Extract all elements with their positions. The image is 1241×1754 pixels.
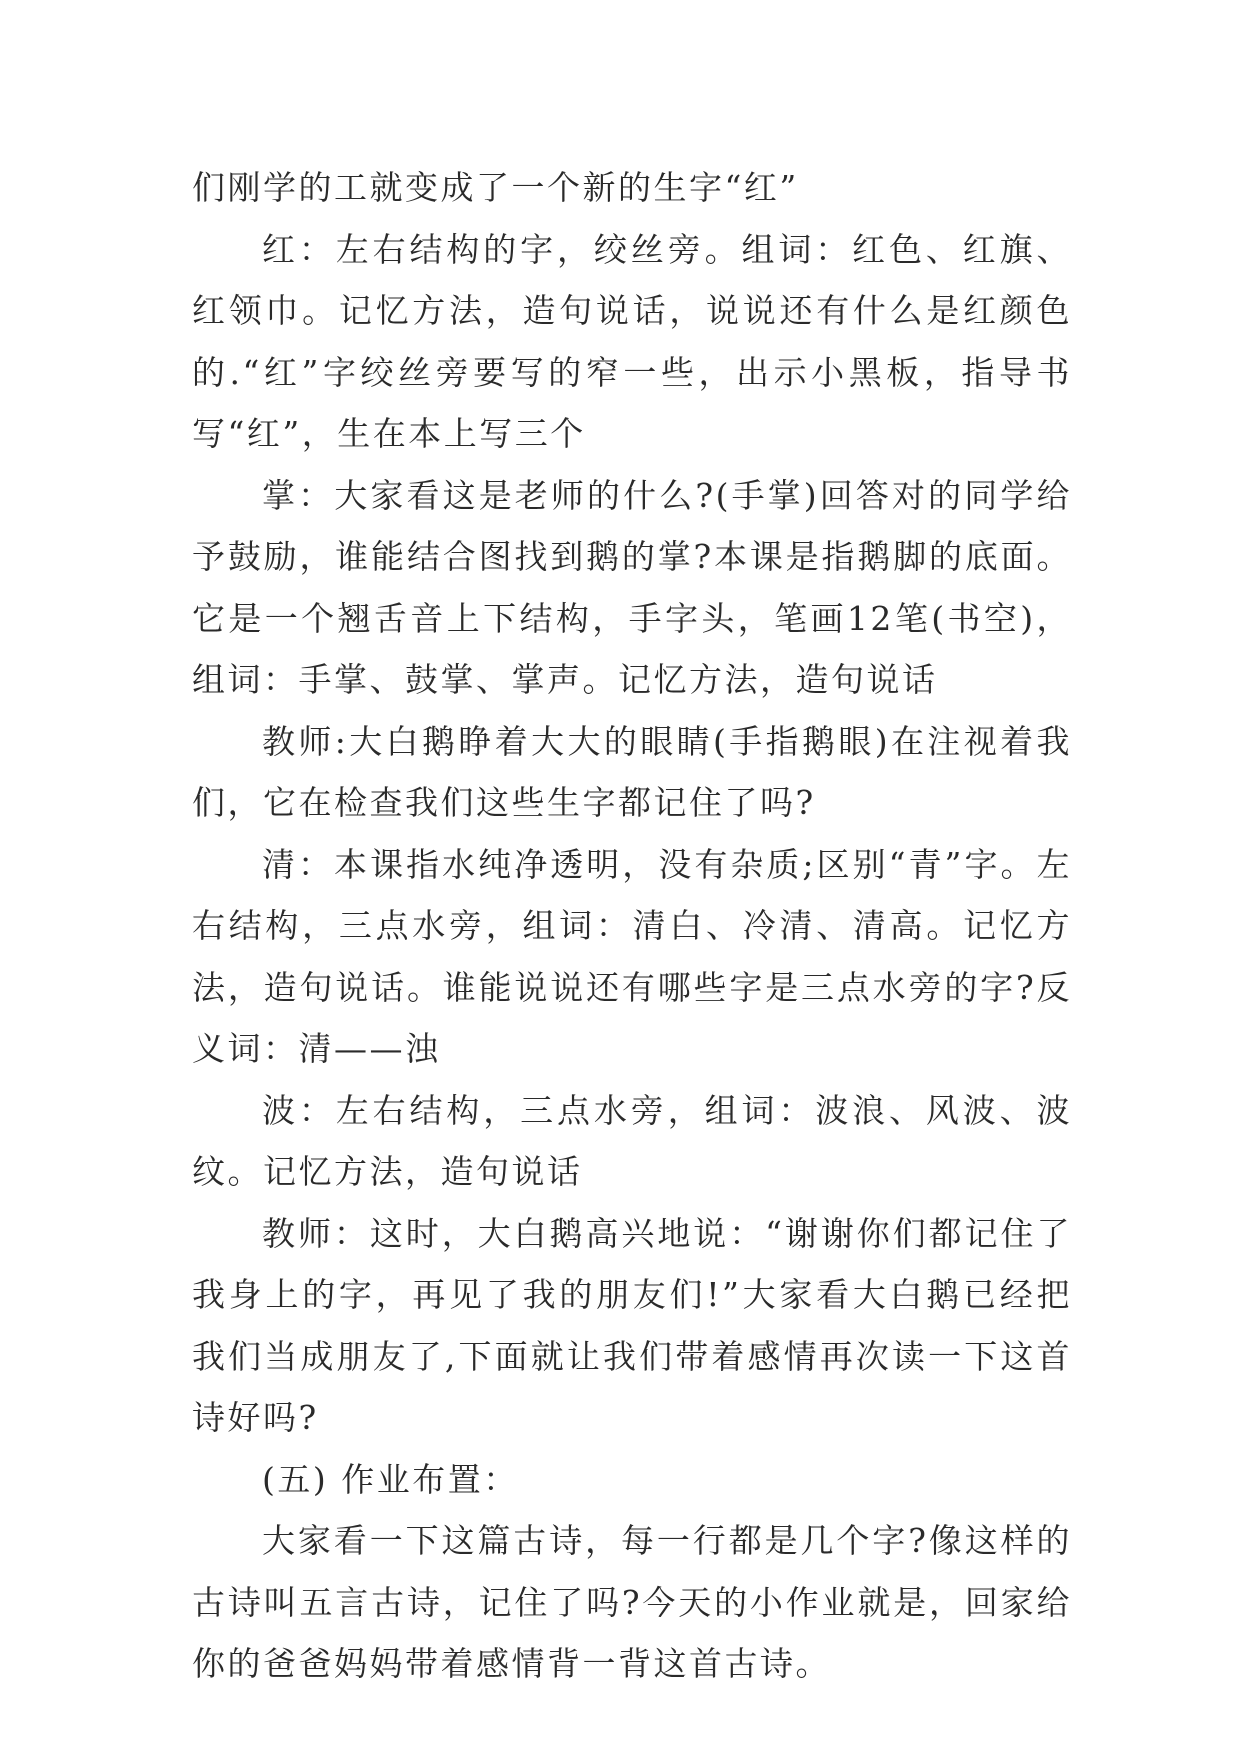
paragraph-teacher-check: 教师:大白鹅睁着大大的眼睛(手指鹅眼)在注视着我们，它在检查我们这些生字都记住了吗? — [192, 721, 1072, 822]
paragraph-teacher-goodbye: 教师：这时，大白鹅高兴地说：“谢谢你们都记住了我身上的字，再见了我的朋友们!”大家看大白鹅已经把我们当成朋友了,下面就让我们带着感情再次读一下这首诗好吗? — [192, 1213, 1072, 1437]
paragraph-bo: 波：左右结构，三点水旁，组词：波浪、风波、波纹。记忆方法，造句说话 — [192, 1090, 1072, 1191]
paragraph-homework: 大家看一下这篇古诗，每一行都是几个字?像这样的古诗叫五言古诗，记住了吗?今天的小作业就是，回家给你的爸爸妈妈带着感情背一背这首古诗。 — [192, 1521, 1072, 1683]
paragraph-qing: 清：本课指水纯净透明，没有杂质;区别“青”字。左右结构，三点水旁，组词：清白、冷清、清高。记忆方法，造句说话。谁能说说还有哪些字是三点水旁的字?反义词：清——浊 — [192, 844, 1073, 1068]
paragraph-hong: 红：左右结构的字，绞丝旁。组词：红色、红旗、红领巾。记忆方法，造句说话，说说还有什么是红颜色的.“红”字绞丝旁要写的窄一些，出示小黑板，指导书写“红”，生在本上写三个 — [192, 229, 1072, 453]
document-body — [192, 157, 1072, 1695]
section-heading-homework: (五) 作业布置： — [262, 1459, 519, 1499]
paragraph-continuation: 们刚学的工就变成了一个新的生字“红” — [192, 168, 799, 207]
paragraph-zhang: 掌：大家看这是老师的什么?(手掌)回答对的同学给予鼓励，谁能结合图找到鹅的掌?本课是指鹅脚的底面。它是一个翘舌音上下结构，手字头，笔画12笔(书空)，组词：手掌、鼓掌、掌声。记忆方法，造句说话 — [192, 475, 1072, 699]
